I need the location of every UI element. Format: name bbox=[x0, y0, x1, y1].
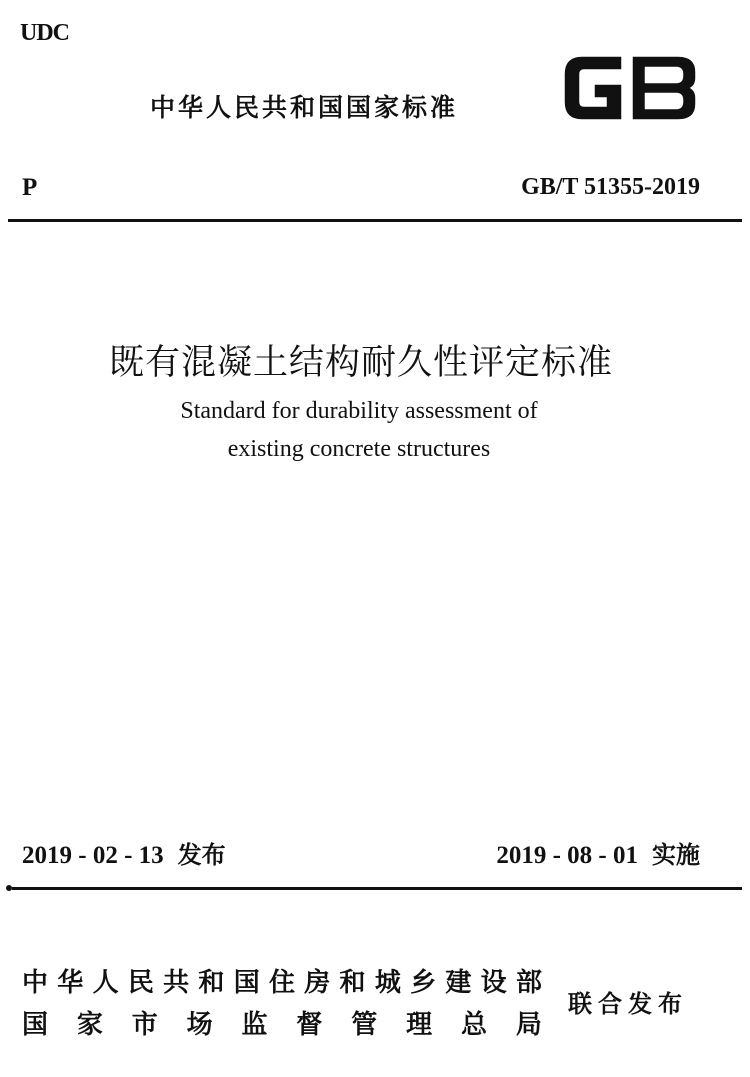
issuer-char: 和 bbox=[339, 968, 366, 998]
issuer-char: 建 bbox=[445, 968, 472, 998]
issuer-char: 督 bbox=[296, 1010, 323, 1040]
issuer-char: 共 bbox=[163, 968, 190, 998]
issuer-char: 场 bbox=[186, 1010, 213, 1040]
issuer-char: 部 bbox=[515, 968, 542, 998]
udc-label: UDC bbox=[20, 20, 69, 46]
issuer-line2 bbox=[22, 1004, 542, 1041]
issuer-char: 乡 bbox=[410, 968, 437, 998]
issuer-char: 设 bbox=[480, 968, 507, 998]
standard-number: GB/T 51355-2019 bbox=[521, 174, 700, 200]
issuer-char: 住 bbox=[268, 968, 295, 998]
gb-logo bbox=[560, 52, 700, 124]
category-code: P bbox=[22, 174, 38, 201]
issuer-char: 市 bbox=[131, 1010, 158, 1040]
issuer-char: 房 bbox=[304, 968, 331, 998]
issuer-char: 城 bbox=[374, 968, 401, 998]
issuer-char: 中 bbox=[22, 968, 49, 998]
issuer-char: 总 bbox=[461, 1010, 488, 1040]
issue-date-block bbox=[22, 835, 226, 870]
issuer-char: 和 bbox=[198, 968, 225, 998]
issuer-char: 局 bbox=[515, 1010, 542, 1040]
issue-label: 发布 bbox=[177, 841, 226, 869]
issuer-char: 管 bbox=[351, 1010, 378, 1040]
implement-label: 实施 bbox=[652, 841, 700, 869]
issuer-char: 人 bbox=[92, 968, 119, 998]
title-english-line1: Standard for durability assessment of bbox=[180, 398, 538, 424]
issuer-char: 国 bbox=[22, 1010, 49, 1040]
title-chinese: 既有混凝土结构耐久性评定标准 bbox=[108, 343, 613, 383]
issuer-char: 监 bbox=[241, 1010, 268, 1040]
issuer-char: 理 bbox=[406, 1010, 433, 1040]
issuer-char: 华 bbox=[57, 968, 84, 998]
issuer-char: 国 bbox=[233, 968, 260, 998]
implement-date: 2019 - 08 - 01 bbox=[496, 842, 638, 869]
bottom-divider bbox=[12, 887, 742, 890]
joint-issue-label: 联合发布 bbox=[568, 990, 688, 1018]
implement-date-block bbox=[496, 835, 700, 870]
issuer-char: 民 bbox=[127, 968, 154, 998]
issue-date: 2019 - 02 - 13 bbox=[22, 842, 164, 869]
national-standard-heading: 中华人民共和国国家标准 bbox=[150, 93, 459, 122]
issuer-line1 bbox=[22, 962, 542, 999]
issuer-char: 家 bbox=[76, 1010, 103, 1040]
title-english-line2: existing concrete structures bbox=[227, 436, 491, 462]
top-divider bbox=[8, 219, 742, 222]
